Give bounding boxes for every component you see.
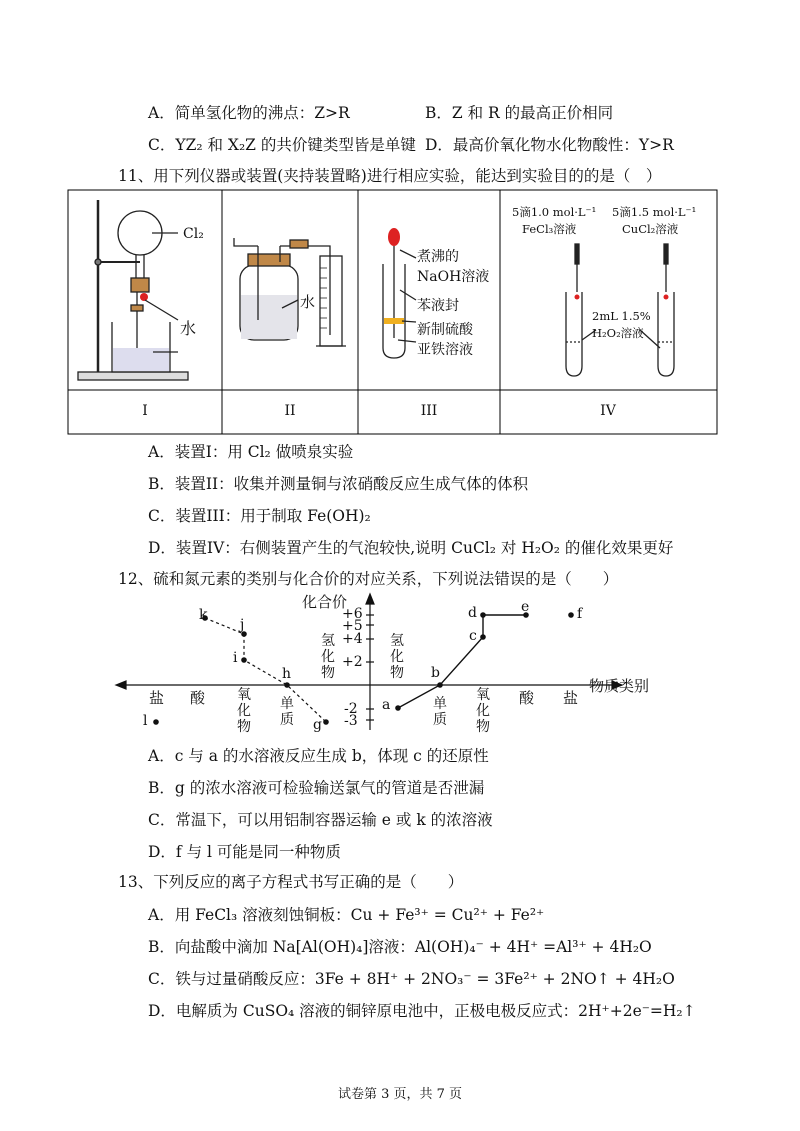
q12-stem: 12、硫和氮元素的类别与化合价的对应关系，下列说法错误的是（ ） <box>118 570 619 588</box>
point-c-label: c <box>469 628 477 644</box>
cat-salt-right: 盐 <box>563 689 579 707</box>
point-f-label: f <box>577 606 583 622</box>
fig-label-4: IV <box>600 403 616 419</box>
point-g <box>323 719 329 725</box>
q11-stem: 11、用下列仪器或装置(夹持装置略)进行相应实验，能达到实验目的的是（ ） <box>118 167 662 185</box>
cat-element-right: 单质 <box>433 696 447 728</box>
cat-element-left: 单质 <box>280 696 294 728</box>
q12-option-b: B．g 的浓水溶液可检验输送氯气的管道是否泄漏 <box>148 779 485 797</box>
fig4-middle-reagent: H₂O₂溶液 <box>592 326 644 340</box>
point-b <box>437 682 443 688</box>
cat-oxide-left: 氧化物 <box>237 687 251 735</box>
tick-plus2: +2 <box>342 654 363 670</box>
q13-option-b: B．向盐酸中滴加 Na[Al(OH)₄]溶液：Al(OH)₄⁻ + 4H⁺ =Al³⁺ + 4H₂O <box>148 938 652 956</box>
q12-option-a: A．c 与 a 的水溶液反应生成 b，体现 c 的还原性 <box>148 747 489 765</box>
fig3-label-3: 苯液封 <box>417 298 459 314</box>
q13-option-d: D．电解质为 CuSO₄ 溶液的铜锌原电池中，正极电极反应式：2H⁺+2e⁻=H₂↑ <box>148 1002 696 1020</box>
fig-label-1: I <box>142 403 148 419</box>
fig4-left-reagent: FeCl₃溶液 <box>522 222 577 236</box>
cat-salt-left: 盐 <box>149 689 165 707</box>
tick-plus4: +4 <box>342 631 363 647</box>
fig4-right-reagent: CuCl₂溶液 <box>622 222 679 236</box>
point-i <box>241 657 247 663</box>
cat-hydride-left: 氢化物 <box>321 633 335 681</box>
point-j-label: j <box>240 617 245 633</box>
q13-stem: 13、下列反应的离子方程式书写正确的是（ ） <box>118 873 464 891</box>
q12-option-d: D．f 与 l 可能是同一种物质 <box>148 843 341 861</box>
fig3-label-2: NaOH溶液 <box>417 269 490 285</box>
tick-plus5: +5 <box>342 618 363 634</box>
point-g-label: g <box>313 717 322 733</box>
fig3-label-5: 亚铁溶液 <box>417 342 473 358</box>
tick-plus6: +6 <box>342 606 363 622</box>
q12-option-c: C．常温下，可以用铝制容器运输 e 或 k 的浓溶液 <box>148 811 493 829</box>
fig3-label-4: 新制硫酸 <box>417 322 473 338</box>
point-h-label: h <box>282 666 292 682</box>
x-axis-arrow-left <box>116 681 126 689</box>
data-points <box>153 612 574 725</box>
point-i-label: i <box>233 650 238 666</box>
page-footer: 试卷第 3 页，共 7 页 <box>337 1087 463 1102</box>
fig1-gas-label: Cl₂ <box>183 226 204 242</box>
fig-label-3: III <box>420 403 438 419</box>
q10-option-b: B．Z 和 R 的最高正价相同 <box>425 104 614 122</box>
q11-option-d: D．装置IV：右侧装置产生的气泡较快,说明 CuCl₂ 对 H₂O₂ 的催化效果更好 <box>148 539 674 557</box>
nitrogen-trend-line <box>398 615 526 708</box>
sulfur-trend-line <box>205 618 326 722</box>
q13-option-c: C．铁与过量硝酸反应：3Fe + 8H⁺ + 2NO₃⁻ = 3Fe²⁺ + 2NO↑ + 4H₂O <box>148 970 675 988</box>
point-c <box>480 634 486 640</box>
fig4-left-conc: 5滴1.0 mol·L⁻¹ <box>512 205 597 219</box>
point-k-label: k <box>199 607 208 623</box>
tick-minus2: -2 <box>344 701 358 717</box>
fig1-water-label: 水 <box>180 319 197 338</box>
point-e-label: e <box>521 599 530 615</box>
point-f <box>568 612 574 618</box>
fig2-water-label: 水 <box>300 293 316 311</box>
q10-option-c: C．YZ₂ 和 X₂Z 的共价键类型皆是单键 <box>148 136 416 154</box>
point-h <box>284 682 290 688</box>
q10-option-d: D．最高价氧化物水化物酸性：Y>R <box>425 136 674 154</box>
tick-minus3: -3 <box>344 713 358 729</box>
cat-hydride-right: 氢化物 <box>390 633 404 681</box>
point-l <box>153 719 159 725</box>
q13-option-a: A．用 FeCl₃ 溶液刻蚀铜板：Cu + Fe³⁺ = Cu²⁺ + Fe²⁺ <box>148 906 545 924</box>
cat-oxide-right: 氧化物 <box>476 687 490 735</box>
q11-option-b: B．装置II：收集并测量铜与浓硝酸反应生成气体的体积 <box>148 475 529 493</box>
fig4-middle-amount: 2mL 1.5% <box>592 309 651 323</box>
cat-acid-left: 酸 <box>190 689 206 707</box>
y-axis-arrow <box>366 594 374 604</box>
q11-option-a: A．装置I：用 Cl₂ 做喷泉实验 <box>148 443 354 461</box>
point-d <box>480 612 486 618</box>
cat-acid-right: 酸 <box>519 689 535 707</box>
point-a <box>395 705 401 711</box>
fig3-label-1: 煮沸的 <box>417 249 459 265</box>
fig4-right-conc: 5滴1.5 mol·L⁻¹ <box>612 205 697 219</box>
q11-option-c: C．装置III：用于制取 Fe(OH)₂ <box>148 507 371 525</box>
x-axis-title: 物质类别 <box>589 677 650 695</box>
point-l-label: l <box>143 713 148 729</box>
y-axis-title: 化合价 <box>302 593 348 611</box>
point-d-label: d <box>468 605 477 621</box>
point-a-label: a <box>382 697 391 713</box>
q10-option-a: A．简单氢化物的沸点：Z>R <box>148 104 350 122</box>
point-b-label: b <box>431 665 440 681</box>
fig-label-2: II <box>284 403 296 419</box>
